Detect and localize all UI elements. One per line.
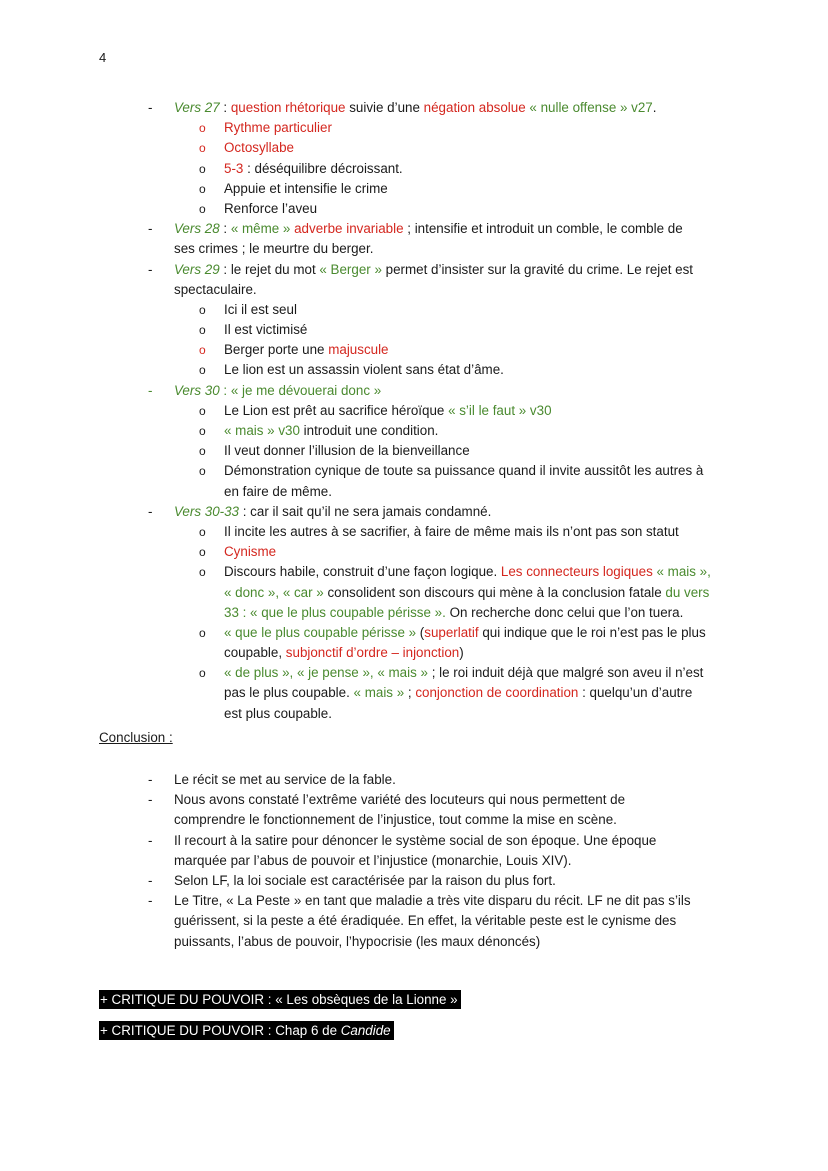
circle-bullet: o <box>199 545 206 560</box>
list-item: - Le Titre, « La Peste » en tant que maladie a très vite disparu du récit. LF ne dit pas s’ils <box>0 891 828 911</box>
dash-bullet: - <box>148 832 153 848</box>
circle-bullet: o <box>199 524 206 539</box>
dash-bullet: - <box>148 872 153 888</box>
continuation-line: 33 : « que le plus coupable périsse ». On recherche donc celui que l’on tuera. <box>224 604 684 620</box>
highlight-critique-candide: + CRITIQUE DU POUVOIR : Chap 6 de Candide <box>99 1021 394 1040</box>
sub-item: o Octosyllabe <box>0 138 828 158</box>
dash-bullet: - <box>148 261 153 277</box>
dash-bullet: - <box>148 503 153 519</box>
continuation-line: « donc », « car » consolident son discours qui mène à la conclusion fatale du vers <box>224 584 710 600</box>
list-item: - Nous avons constaté l’extrême variété des locuteurs qui nous permettent de <box>0 790 828 810</box>
continuation-line: spectaculaire. <box>174 281 257 297</box>
sub-item: o 5-3 : déséquilibre décroissant. <box>0 159 828 179</box>
list-item: - Selon LF, la loi sociale est caractérisée par la raison du plus fort. <box>0 871 828 891</box>
circle-bullet: o <box>199 141 206 156</box>
page-number: 4 <box>99 50 107 65</box>
list-item-vers-28: - Vers 28 : « même » adverbe invariable ; intensifie et introduit un comble, le comble de <box>0 219 828 239</box>
circle-bullet: o <box>199 121 206 136</box>
highlight-critique-obseques: + CRITIQUE DU POUVOIR : « Les obsèques de la Lionne » <box>99 990 461 1009</box>
continuation-line: puissants, l’abus de pouvoir, l’hypocrisie (les maux dénoncés) <box>174 933 541 949</box>
sub-item: o Berger porte une majuscule <box>0 340 828 360</box>
continuation-line: ses crimes ; le meurtre du berger. <box>174 241 374 257</box>
dash-bullet: - <box>148 772 153 787</box>
conclusion-heading: Conclusion : <box>99 729 173 745</box>
list-item-vers-30-33: - Vers 30-33 : car il sait qu’il ne sera jamais condamné. <box>0 502 828 522</box>
circle-bullet: o <box>199 363 206 378</box>
circle-bullet: o <box>199 444 206 459</box>
dash-bullet: - <box>148 893 153 909</box>
document-body <box>0 98 828 952</box>
circle-bullet: o <box>199 161 206 176</box>
list-item-vers-27: - Vers 27 : question rhétorique suivie d’une négation absolue « nulle offense » v27. <box>0 98 828 118</box>
dash-bullet: - <box>148 221 153 237</box>
continuation-line: guérissent, si la peste a été éradiquée. En effet, la véritable peste est le cynisme des <box>174 913 677 929</box>
sub-item: o Rythme particulier <box>0 118 828 138</box>
sub-item: o Cynisme <box>0 542 828 562</box>
sub-item: o Le lion est un assassin violent sans état d’âme. <box>0 360 828 380</box>
sub-item: o Il incite les autres à se sacrifier, à faire de même mais ils n’ont pas son statut <box>0 522 828 542</box>
sub-item: o « mais » v30 introduit une condition. <box>0 421 828 441</box>
continuation-line: pas le plus coupable. « mais » ; conjonction de coordination : quelqu’un d’autre <box>224 685 693 701</box>
circle-bullet: o <box>199 625 206 640</box>
circle-bullet: o <box>199 403 206 418</box>
sub-item: o Appuie et intensifie le crime <box>0 179 828 199</box>
sub-item: o « de plus », « je pense », « mais » ; le roi induit déjà que malgré son aveu il n’est <box>0 663 828 683</box>
dash-bullet: - <box>148 382 153 398</box>
continuation-line: est plus coupable. <box>224 705 332 721</box>
sub-item: o Il veut donner l’illusion de la bienveillance <box>0 441 828 461</box>
circle-bullet: o <box>199 181 206 196</box>
list-item-vers-29: - Vers 29 : le rejet du mot « Berger » permet d’insister sur la gravité du crime. Le rejet est <box>0 260 828 280</box>
circle-bullet: o <box>199 201 206 216</box>
sub-item: o Démonstration cynique de toute sa puissance quand il invite aussitôt les autres à <box>0 461 828 481</box>
continuation-line: en faire de même. <box>224 483 332 499</box>
circle-bullet: o <box>199 323 206 338</box>
continuation-line: marquée par l’abus de pouvoir et l’injustice (monarchie, Louis XIV). <box>174 852 572 868</box>
dash-bullet: - <box>148 100 153 115</box>
circle-bullet: o <box>199 666 206 681</box>
sub-item: o Discours habile, construit d’une façon logique. Les connecteurs logiques « mais », <box>0 562 828 582</box>
sub-item: o Il est victimisé <box>0 320 828 340</box>
circle-bullet: o <box>199 424 206 438</box>
dash-bullet: - <box>148 792 153 808</box>
list-item-vers-30: - Vers 30 : « je me dévouerai donc » <box>0 381 828 401</box>
sub-item: o Ici il est seul <box>0 300 828 320</box>
circle-bullet: o <box>199 343 206 358</box>
sub-item: o « que le plus coupable périsse » (superlatif qui indique que le roi n’est pas le plus <box>0 623 828 643</box>
circle-bullet: o <box>199 302 206 317</box>
sub-item: o Le Lion est prêt au sacrifice héroïque « s’il le faut » v30 <box>0 401 828 421</box>
sub-item: o Renforce l’aveu <box>0 199 828 219</box>
continuation-line: comprendre le fonctionnement de l’injustice, tout comme la mise en scène. <box>174 812 617 828</box>
continuation-line: coupable, subjonctif d’ordre – injonction) <box>224 645 464 661</box>
list-item: - Le récit se met au service de la fable. <box>0 770 828 790</box>
circle-bullet: o <box>199 464 206 479</box>
list-item: - Il recourt à la satire pour dénoncer le système social de son époque. Une époque <box>0 831 828 851</box>
circle-bullet: o <box>199 565 206 580</box>
